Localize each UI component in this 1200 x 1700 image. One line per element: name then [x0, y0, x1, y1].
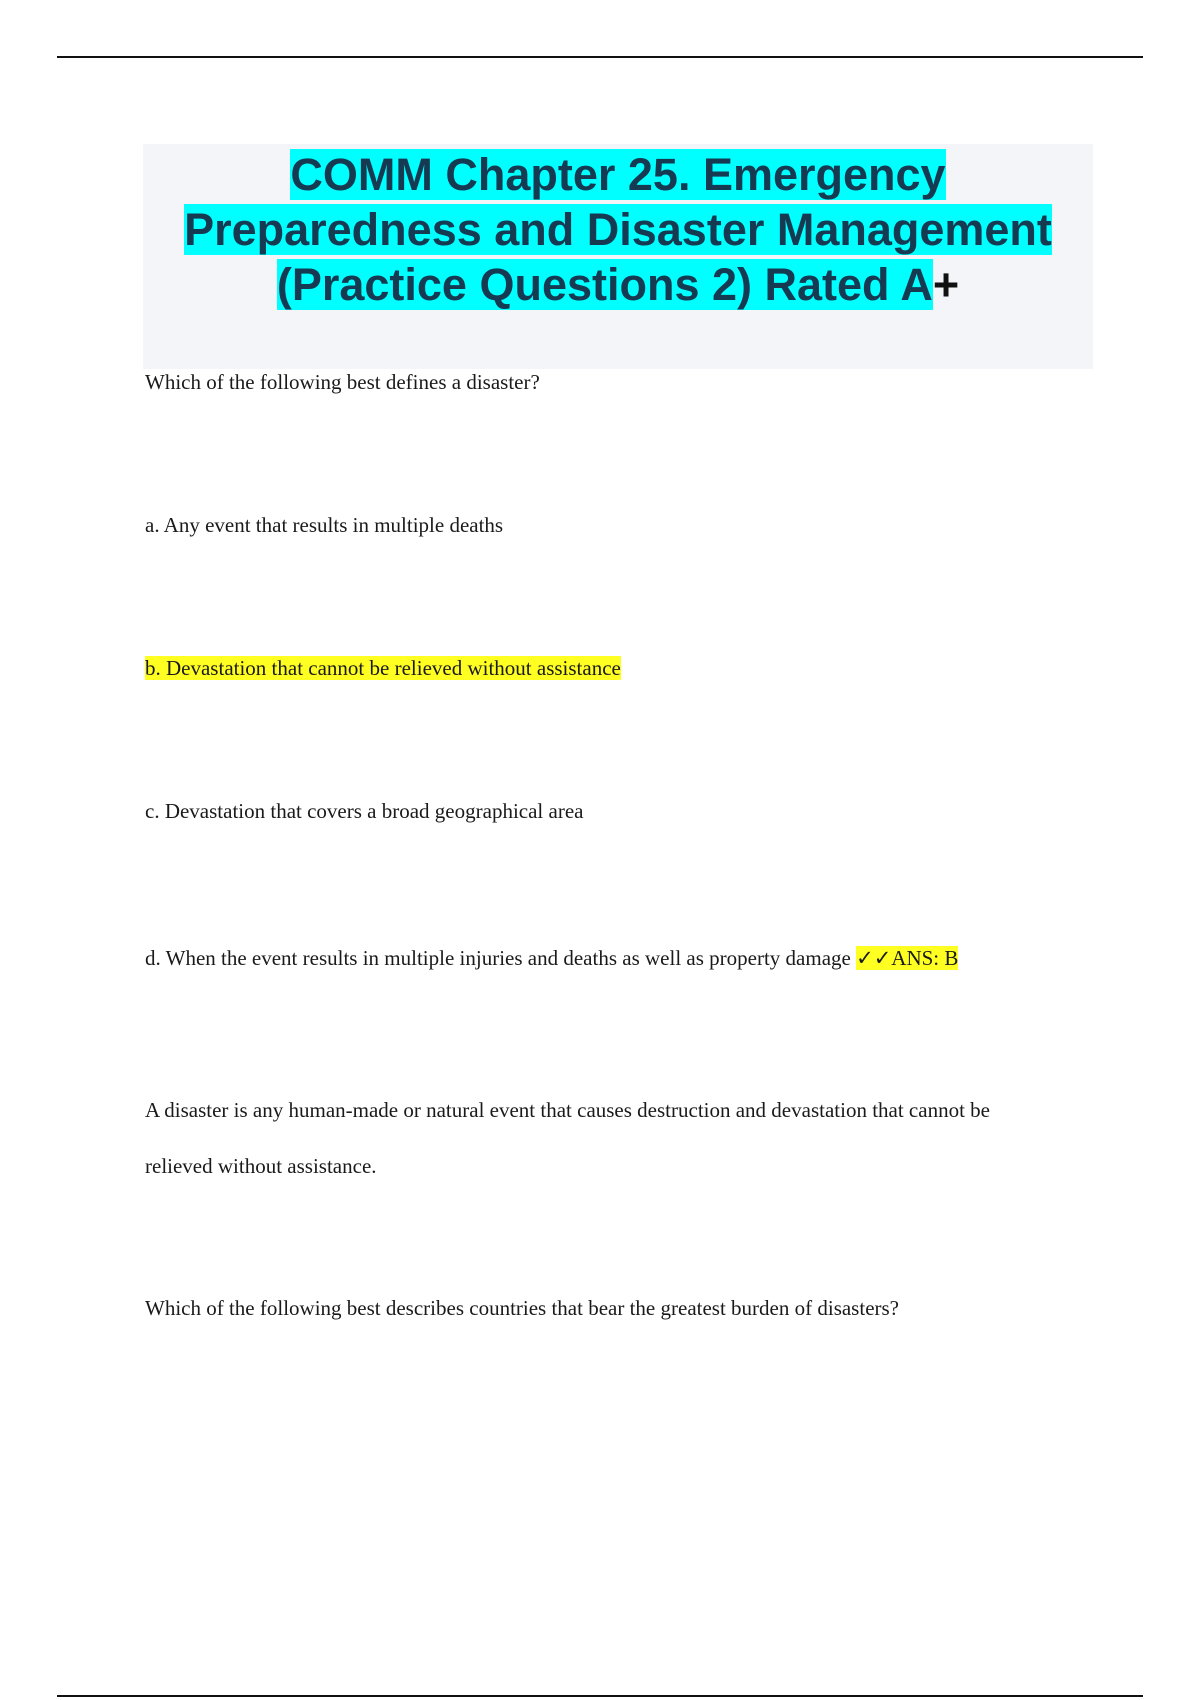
option-d-line	[145, 946, 958, 971]
option-a: a. Any event that results in multiple deaths	[145, 513, 504, 537]
option-b	[145, 656, 621, 681]
question-1-prompt: Which of the following best defines a disaster?	[145, 370, 540, 394]
footer-rule	[57, 1695, 1143, 1697]
title-line-2: Preparedness and Disaster Management	[184, 204, 1052, 255]
title-line-3: (Practice Questions 2) Rated A	[276, 259, 933, 310]
title-line-3-tail: +	[932, 259, 960, 310]
header-rule	[57, 56, 1143, 58]
document-title	[143, 144, 1093, 312]
title-line-1: COMM Chapter 25. Emergency	[290, 149, 946, 200]
title-block	[143, 144, 1093, 369]
option-d: d. When the event results in multiple injuries and deaths as well as property damage	[145, 946, 851, 970]
option-b-highlight: b. Devastation that cannot be relieved without assistance	[145, 656, 621, 680]
option-c: c. Devastation that covers a broad geographical area	[145, 799, 584, 823]
answer-explanation: A disaster is any human-made or natural event that causes destruction and devastation that cannot be relieved without assistance.	[145, 1098, 990, 1178]
question-2-prompt: Which of the following best describes countries that bear the greatest burden of disasters?	[145, 1296, 900, 1320]
answer-badge: ✓✓ANS: B	[856, 946, 959, 970]
